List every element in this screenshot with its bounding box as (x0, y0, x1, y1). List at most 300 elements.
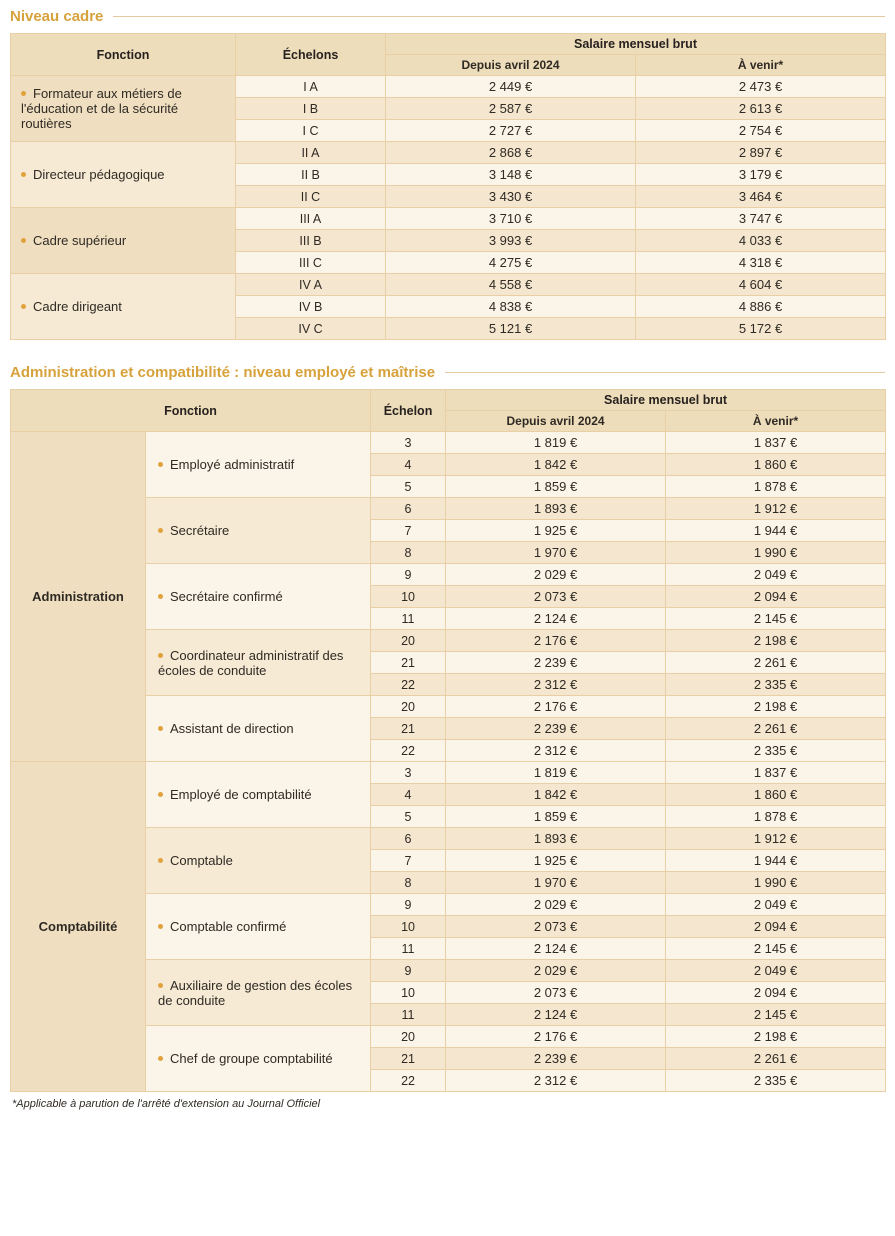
salary-future-cell (666, 916, 886, 938)
salary-future-cell (666, 982, 886, 1004)
salary-current-cell-text: 2 124 € (533, 1007, 578, 1022)
echelon-cell (236, 318, 386, 340)
salary-current-cell-text: 1 819 € (533, 765, 578, 780)
salary-future-cell-text: 2 049 € (753, 897, 798, 912)
col-header-depuis: Depuis avril 2024 (446, 411, 666, 432)
salary-future-cell-text: 2 335 € (753, 677, 798, 692)
echelon-cell (371, 828, 446, 850)
salary-future-cell (666, 828, 886, 850)
echelon-cell (371, 1048, 446, 1070)
echelon-cell (236, 120, 386, 142)
salary-current-cell (446, 872, 666, 894)
salary-future-cell (636, 164, 886, 186)
salary-current-cell (386, 186, 636, 208)
echelon-cell-text: I B (302, 101, 319, 116)
salary-future-cell (636, 230, 886, 252)
salary-current-cell-text: 1 893 € (533, 831, 578, 846)
function-label (146, 630, 371, 696)
function-name: Secrétaire confirmé (158, 589, 283, 604)
echelon-cell (371, 542, 446, 564)
table-niveau-cadre (10, 33, 886, 340)
echelon-cell-text: IV B (298, 299, 323, 314)
echelon-cell (371, 586, 446, 608)
salary-current-cell (446, 564, 666, 586)
echelon-cell (371, 696, 446, 718)
salary-future-cell (666, 938, 886, 960)
function-name: Employé de comptabilité (158, 787, 312, 802)
echelon-cell (371, 674, 446, 696)
salary-current-cell-text: 1 819 € (533, 435, 578, 450)
echelon-cell (371, 498, 446, 520)
salary-current-cell-text: 3 148 € (488, 167, 533, 182)
echelon-cell (236, 208, 386, 230)
salary-future-cell-text: 1 878 € (753, 809, 798, 824)
echelon-cell (371, 740, 446, 762)
salary-current-cell-text: 1 925 € (533, 853, 578, 868)
salary-future-cell (666, 674, 886, 696)
category-label-text: Comptabilité (38, 919, 118, 934)
salary-future-cell-text: 1 990 € (753, 545, 798, 560)
function-name: Assistant de direction (158, 721, 294, 736)
echelon-cell-text: IV C (298, 321, 323, 336)
salary-current-cell-text: 1 842 € (533, 457, 578, 472)
salary-current-cell (386, 296, 636, 318)
echelon-cell (371, 960, 446, 982)
echelon-cell (371, 476, 446, 498)
echelon-cell (236, 142, 386, 164)
salary-current-cell-text: 2 029 € (533, 567, 578, 582)
table-header-row (11, 390, 886, 411)
echelon-cell (371, 762, 446, 784)
salary-current-cell (446, 498, 666, 520)
function-label (146, 894, 371, 960)
salary-future-cell (636, 98, 886, 120)
salary-future-cell (666, 850, 886, 872)
salary-future-cell (636, 186, 886, 208)
salary-future-cell (666, 762, 886, 784)
col-header-salaire: Salaire mensuel brut (386, 34, 886, 55)
function-name: Cadre supérieur (21, 233, 126, 248)
salary-future-cell-text: 2 094 € (753, 919, 798, 934)
function-label (146, 432, 371, 498)
table-header-row (11, 34, 886, 55)
salary-future-cell (666, 872, 886, 894)
function-label (146, 1026, 371, 1092)
echelon-cell (371, 520, 446, 542)
function-label (146, 828, 371, 894)
salary-current-cell-text: 3 710 € (488, 211, 533, 226)
salary-future-cell-text: 2 754 € (738, 123, 783, 138)
salary-future-cell-text: 2 145 € (753, 941, 798, 956)
salary-future-cell (666, 894, 886, 916)
footnote: *Applicable à parution de l'arrêté d'extension au Journal Officiel (12, 1098, 321, 1110)
salary-current-cell-text: 2 449 € (488, 79, 533, 94)
echelon-cell (236, 252, 386, 274)
salary-future-cell-text: 2 049 € (753, 567, 798, 582)
salary-future-cell-text: 1 860 € (753, 787, 798, 802)
salary-current-cell-text: 2 029 € (533, 963, 578, 978)
salary-current-cell (446, 850, 666, 872)
table-row (11, 274, 886, 296)
salary-current-cell-text: 1 842 € (533, 787, 578, 802)
salary-current-cell (386, 164, 636, 186)
salary-current-cell-text: 4 838 € (488, 299, 533, 314)
salary-future-cell (636, 274, 886, 296)
echelon-cell-text: 7 (404, 853, 412, 868)
salary-future-cell (666, 432, 886, 454)
echelon-cell-text: 8 (404, 875, 412, 890)
salary-current-cell (386, 252, 636, 274)
echelon-cell (371, 608, 446, 630)
salary-future-cell (666, 608, 886, 630)
salary-future-cell (666, 718, 886, 740)
heading-rule (445, 372, 885, 373)
salary-future-cell-text: 1 878 € (753, 479, 798, 494)
section-title: Niveau cadre (10, 8, 104, 25)
salary-future-cell (636, 296, 886, 318)
echelon-cell-text: 22 (401, 1073, 415, 1088)
salary-future-cell-text: 2 261 € (753, 1051, 798, 1066)
echelon-cell-text: 11 (401, 941, 415, 956)
salary-future-cell (636, 76, 886, 98)
echelon-cell-text: 10 (401, 919, 415, 934)
salary-current-cell (446, 1048, 666, 1070)
echelon-cell (371, 850, 446, 872)
salary-current-cell-text: 2 239 € (533, 1051, 578, 1066)
echelon-cell-text: 21 (401, 655, 415, 670)
salary-current-cell (446, 762, 666, 784)
echelon-cell (371, 1004, 446, 1026)
echelon-cell (371, 718, 446, 740)
echelon-cell-text: 6 (404, 831, 412, 846)
echelon-cell (236, 76, 386, 98)
salary-current-cell-text: 2 312 € (533, 1073, 578, 1088)
table-row (11, 432, 886, 454)
salary-future-cell (636, 252, 886, 274)
echelon-cell-text: 22 (401, 743, 415, 758)
echelon-cell (371, 916, 446, 938)
salary-future-cell (666, 960, 886, 982)
salary-current-cell (386, 142, 636, 164)
echelon-cell (236, 274, 386, 296)
section-title: Administration et compatibilité : niveau employé et maîtrise (10, 364, 436, 381)
salary-current-cell-text: 1 925 € (533, 523, 578, 538)
salary-future-cell-text: 2 198 € (753, 1029, 798, 1044)
salary-current-cell (446, 542, 666, 564)
salary-current-cell (446, 784, 666, 806)
salary-current-cell (446, 432, 666, 454)
function-label (146, 498, 371, 564)
salary-future-cell-text: 2 261 € (753, 655, 798, 670)
salary-current-cell-text: 1 859 € (533, 809, 578, 824)
salary-current-cell-text: 2 239 € (533, 721, 578, 736)
echelon-cell-text: I C (302, 123, 319, 138)
salary-future-cell-text: 2 145 € (753, 1007, 798, 1022)
echelon-cell (371, 982, 446, 1004)
salary-current-cell-text: 3 430 € (488, 189, 533, 204)
salary-current-cell-text: 4 275 € (488, 255, 533, 270)
category-label (11, 762, 146, 1092)
salary-current-cell-text: 2 124 € (533, 941, 578, 956)
salary-current-cell (446, 674, 666, 696)
salary-current-cell (446, 1004, 666, 1026)
salary-current-cell (386, 76, 636, 98)
echelon-cell-text: 4 (404, 457, 412, 472)
salary-current-cell-text: 2 727 € (488, 123, 533, 138)
salary-future-cell-text: 1 944 € (753, 853, 798, 868)
table-administration-comptabilite (10, 389, 886, 1092)
salary-future-cell-text: 2 145 € (753, 611, 798, 626)
function-name: Auxiliaire de gestion des écoles de conduite (158, 977, 353, 1008)
col-header-echelon: Échelon (371, 390, 446, 432)
salary-current-cell-text: 2 312 € (533, 743, 578, 758)
echelon-cell-text: 22 (401, 677, 415, 692)
salary-future-cell (666, 564, 886, 586)
salary-future-cell (666, 1004, 886, 1026)
salary-future-cell-text: 3 179 € (738, 167, 783, 182)
echelon-cell-text: 10 (401, 985, 415, 1000)
echelon-cell (236, 186, 386, 208)
echelon-cell-text: 7 (404, 523, 412, 538)
echelon-cell-text: II B (301, 167, 320, 182)
salary-current-cell (386, 208, 636, 230)
function-label (146, 762, 371, 828)
salary-current-cell-text: 2 239 € (533, 655, 578, 670)
echelon-cell (236, 164, 386, 186)
salary-current-cell-text: 2 176 € (533, 699, 578, 714)
salary-current-cell-text: 2 312 € (533, 677, 578, 692)
table-row (11, 76, 886, 98)
function-label (146, 960, 371, 1026)
echelon-cell-text: 10 (401, 589, 415, 604)
col-header-avenir: À venir* (636, 55, 886, 76)
echelon-cell-text: 21 (401, 721, 415, 736)
function-name: Employé administratif (158, 457, 294, 472)
echelon-cell-text: 20 (401, 699, 415, 714)
salary-future-cell-text: 2 094 € (753, 589, 798, 604)
salary-future-cell-text: 1 837 € (753, 435, 798, 450)
col-header-fonction: Fonction (11, 390, 371, 432)
salary-future-cell (666, 696, 886, 718)
echelon-cell (236, 230, 386, 252)
function-name: Cadre dirigeant (21, 299, 122, 314)
echelon-cell-text: 3 (404, 765, 412, 780)
salary-current-cell (446, 520, 666, 542)
salary-current-cell (386, 120, 636, 142)
echelon-cell-text: 4 (404, 787, 412, 802)
salary-future-cell-text: 4 604 € (738, 277, 783, 292)
salary-current-cell (446, 828, 666, 850)
echelon-cell-text: 5 (404, 809, 412, 824)
salary-future-cell-text: 4 886 € (738, 299, 783, 314)
salary-future-cell (666, 542, 886, 564)
echelon-cell-text: III A (299, 211, 322, 226)
echelon-cell-text: 20 (401, 633, 415, 648)
echelon-cell-text: I A (303, 79, 318, 94)
salary-future-cell-text: 2 198 € (753, 699, 798, 714)
salary-future-cell-text: 2 198 € (753, 633, 798, 648)
salary-current-cell (446, 454, 666, 476)
echelon-cell (371, 454, 446, 476)
echelon-cell (371, 630, 446, 652)
salary-future-cell (666, 806, 886, 828)
salary-current-cell (446, 894, 666, 916)
salary-current-cell (446, 652, 666, 674)
salary-future-cell-text: 1 912 € (753, 501, 798, 516)
salary-future-cell-text: 2 613 € (738, 101, 783, 116)
salary-future-cell-text: 1 944 € (753, 523, 798, 538)
function-label (146, 696, 371, 762)
salary-future-cell-text: 1 990 € (753, 875, 798, 890)
col-header-depuis: Depuis avril 2024 (386, 55, 636, 76)
salary-future-cell-text: 2 897 € (738, 145, 783, 160)
salary-current-cell (386, 274, 636, 296)
echelon-cell (371, 872, 446, 894)
echelon-cell (371, 784, 446, 806)
salary-current-cell-text: 2 176 € (533, 1029, 578, 1044)
section-heading-cadre (10, 0, 885, 33)
salary-future-cell-text: 4 033 € (738, 233, 783, 248)
salary-current-cell-text: 2 587 € (488, 101, 533, 116)
echelon-cell-text: 21 (401, 1051, 415, 1066)
salary-future-cell (666, 1070, 886, 1092)
salary-future-cell (666, 498, 886, 520)
salary-current-cell (446, 476, 666, 498)
salary-current-cell-text: 4 558 € (488, 277, 533, 292)
salary-current-cell (446, 718, 666, 740)
salary-current-cell (446, 630, 666, 652)
salary-future-cell-text: 2 473 € (738, 79, 783, 94)
salary-current-cell-text: 2 073 € (533, 985, 578, 1000)
salary-current-cell (446, 1026, 666, 1048)
function-name: Secrétaire (158, 523, 229, 538)
salary-current-cell (446, 916, 666, 938)
heading-rule (113, 16, 885, 17)
salary-current-cell-text: 1 859 € (533, 479, 578, 494)
table-row (11, 762, 886, 784)
function-label (11, 208, 236, 274)
salary-current-cell (446, 1070, 666, 1092)
salary-future-cell-text: 1 837 € (753, 765, 798, 780)
echelon-cell (371, 1070, 446, 1092)
echelon-cell-text: III B (299, 233, 322, 248)
salary-current-cell (446, 696, 666, 718)
function-name: Comptable confirmé (158, 919, 286, 934)
echelon-cell-text: 3 (404, 435, 412, 450)
salary-current-cell (386, 318, 636, 340)
echelon-cell (371, 432, 446, 454)
salary-future-cell-text: 2 335 € (753, 1073, 798, 1088)
salary-future-cell-text: 1 912 € (753, 831, 798, 846)
salary-future-cell-text: 2 261 € (753, 721, 798, 736)
echelon-cell-text: 9 (404, 963, 412, 978)
echelon-cell-text: 8 (404, 545, 412, 560)
salary-current-cell (446, 938, 666, 960)
echelon-cell (371, 564, 446, 586)
salary-current-cell (386, 98, 636, 120)
function-name: Directeur pédagogique (21, 167, 165, 182)
col-header-salaire: Salaire mensuel brut (446, 390, 886, 411)
category-label-text: Administration (32, 589, 124, 604)
salary-future-cell (636, 142, 886, 164)
function-label (146, 564, 371, 630)
echelon-cell (371, 894, 446, 916)
table-row (11, 208, 886, 230)
echelon-cell-text: IV A (299, 277, 322, 292)
salary-current-cell-text: 2 073 € (533, 589, 578, 604)
function-label (11, 274, 236, 340)
function-label (11, 76, 236, 142)
col-header-fonction: Fonction (11, 34, 236, 76)
salary-current-cell-text: 1 970 € (533, 545, 578, 560)
function-name: Comptable (158, 853, 233, 868)
salary-current-cell-text: 3 993 € (488, 233, 533, 248)
function-label (11, 142, 236, 208)
salary-future-cell (666, 784, 886, 806)
salary-current-cell (446, 982, 666, 1004)
col-header-avenir: À venir* (666, 411, 886, 432)
salary-future-cell (666, 586, 886, 608)
salary-current-cell-text: 2 029 € (533, 897, 578, 912)
echelon-cell-text: II A (301, 145, 320, 160)
salary-future-cell-text: 5 172 € (738, 321, 783, 336)
salary-future-cell (666, 1048, 886, 1070)
salary-current-cell (446, 608, 666, 630)
echelon-cell-text: 9 (404, 897, 412, 912)
function-name: Coordinateur administratif des écoles de conduite (158, 647, 344, 678)
salary-current-cell-text: 1 970 € (533, 875, 578, 890)
category-label (11, 432, 146, 762)
salary-current-cell-text: 5 121 € (488, 321, 533, 336)
salary-future-cell-text: 2 049 € (753, 963, 798, 978)
salary-future-cell (666, 520, 886, 542)
echelon-cell (236, 296, 386, 318)
echelon-cell-text: 9 (404, 567, 412, 582)
echelon-cell-text: 6 (404, 501, 412, 516)
function-name: Chef de groupe comptabilité (158, 1051, 333, 1066)
salary-current-cell (446, 960, 666, 982)
salary-current-cell (446, 740, 666, 762)
salary-current-cell (446, 806, 666, 828)
salary-future-cell-text: 1 860 € (753, 457, 798, 472)
salary-future-cell (636, 318, 886, 340)
echelon-cell-text: 5 (404, 479, 412, 494)
echelon-cell-text: II C (300, 189, 321, 204)
salary-future-cell (636, 208, 886, 230)
echelon-cell-text: 11 (401, 1007, 415, 1022)
salary-current-cell-text: 2 868 € (488, 145, 533, 160)
function-name: Formateur aux métiers de l'éducation et de la sécurité routières (21, 86, 182, 131)
salary-current-cell (446, 586, 666, 608)
section-heading-administration (10, 356, 885, 389)
salary-current-cell-text: 1 893 € (533, 501, 578, 516)
salary-future-cell (666, 1026, 886, 1048)
table-row (11, 142, 886, 164)
salary-future-cell-text: 2 094 € (753, 985, 798, 1000)
salary-future-cell (666, 476, 886, 498)
salary-future-cell-text: 3 747 € (738, 211, 783, 226)
salary-future-cell (666, 652, 886, 674)
salary-current-cell (386, 230, 636, 252)
echelon-cell-text: III C (299, 255, 322, 270)
echelon-cell-text: 11 (401, 611, 415, 626)
salary-future-cell-text: 3 464 € (738, 189, 783, 204)
echelon-cell (371, 652, 446, 674)
salary-future-cell (636, 120, 886, 142)
echelon-cell (371, 938, 446, 960)
echelon-cell (371, 1026, 446, 1048)
salary-future-cell-text: 4 318 € (738, 255, 783, 270)
